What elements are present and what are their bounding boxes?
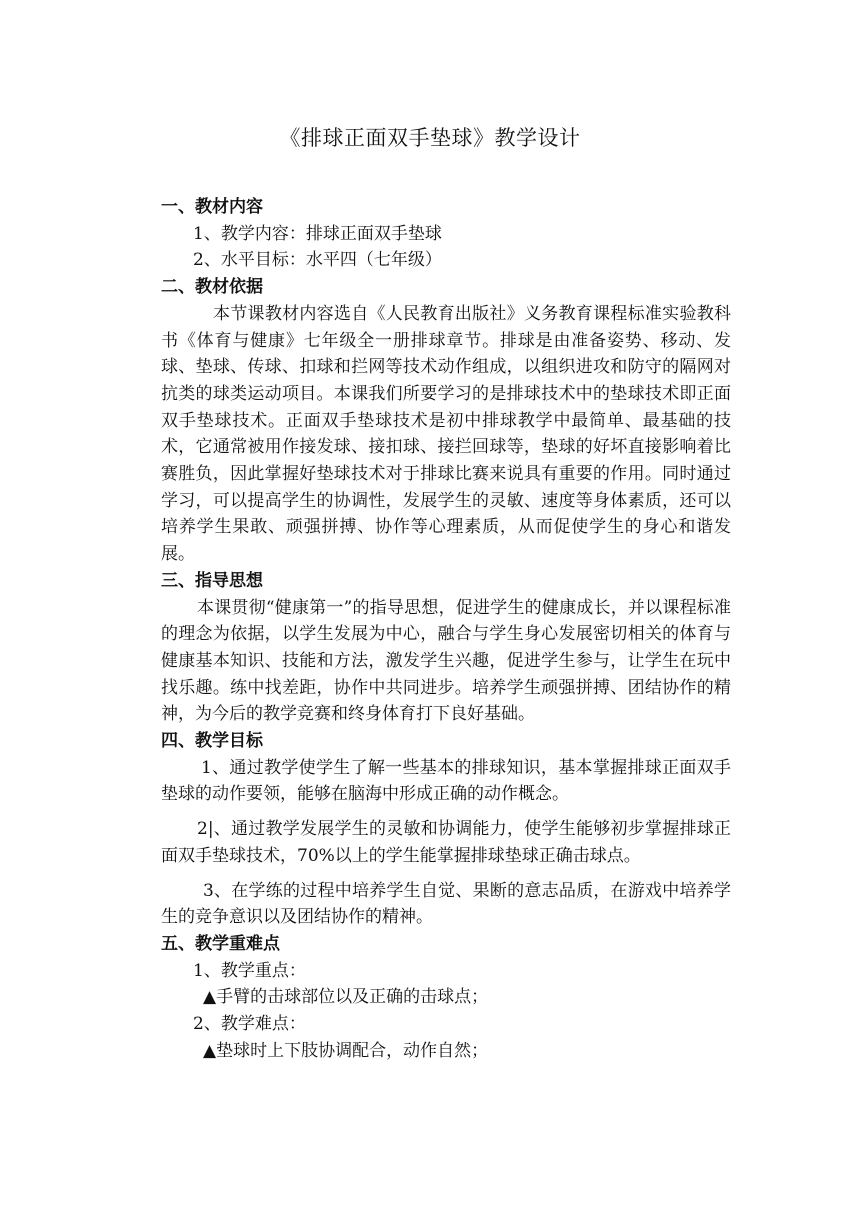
key-point-item: ▲手臂的击球部位以及正确的击球点；: [203, 987, 489, 1008]
teaching-goal-3: 3、在学练的过程中培养学生自觉、果断的意志品质，在游戏中培养学生的竞争意识以及团结协作的精神。: [161, 880, 731, 928]
section-heading-guiding-ideology: 三、指导思想: [161, 570, 263, 591]
document-title: 《排球正面双手垫球》教学设计: [279, 126, 581, 150]
material-basis-paragraph: 本节课教材内容选自《人民教育出版社》义务教育课程标准实验教科书《体育与健康》七年级全一册排球章节。排球是由准备姿势、移动、发球、垫球、传球、扣球和拦网等技术动作组成，以组织进攻和防守的隔网对抗类的球类运动项目。本课我们所要学习的是排球技术中的垫球技术即正面双手垫球技术。正面双手垫球技术是初中排球教学中最简单、最基础的技术，它通常被用作接发球、接扣球、接拦回球等，垫球的好坏直接影响着比赛胜负，因此掌握好垫球技术对于排球比赛来说具有重要的作用。同时通过学习，可以提高学生的协调性，发展学生的灵敏、速度等身体素质，还可以培养学生果敢、顽强拼搏、协作等心理素质，从而促使学生的身心和谐发展。: [161, 303, 731, 565]
section-heading-teaching-goals: 四、教学目标: [161, 731, 263, 752]
paragraph-gap: [161, 808, 731, 816]
paragraph-gap: [161, 870, 731, 878]
section-heading-material-basis: 二、教材依据: [161, 277, 263, 298]
material-item-teaching-content: 1、教学内容：排球正面双手垫球: [193, 223, 442, 244]
material-item-level-target: 2、水平目标：水平四（七年级）: [193, 250, 442, 271]
difficulty-item: ▲垫球时上下肢协调配合，动作自然；: [203, 1040, 489, 1061]
difficulty-label: 2、教学难点：: [193, 1014, 306, 1035]
teaching-goal-2: 2|、通过教学发展学生的灵敏和协调能力，使学生能够初步掌握排球正面双手垫球技术，70%以上的学生能掌握排球垫球正确击球点。: [161, 819, 731, 866]
teaching-goal-1: 1、通过教学使学生了解一些基本的排球知识，基本掌握排球正面双手垫球的动作要领，能够在脑海中形成正确的动作概念。: [161, 757, 731, 805]
section-heading-key-difficult-points: 五、教学重难点: [161, 933, 280, 954]
key-point-label: 1、教学重点：: [193, 960, 306, 981]
document-body: [161, 194, 731, 1065]
guiding-ideology-paragraph: 本课贯彻“健康第一”的指导思想，促进学生的健康成长，并以课程标准的理念为依据，以学生发展为中心，融合与学生身心发展密切相关的体育与健康基本知识、技能和方法，激发学生兴趣，促进学生参与，让学生在玩中找乐趣。练中找差距，协作中共同进步。培养学生顽强拼搏、团结协作的精神，为今后的教学竞赛和终身体育打下良好基础。: [161, 597, 731, 725]
section-heading-material-content: 一、教材内容: [161, 197, 263, 217]
